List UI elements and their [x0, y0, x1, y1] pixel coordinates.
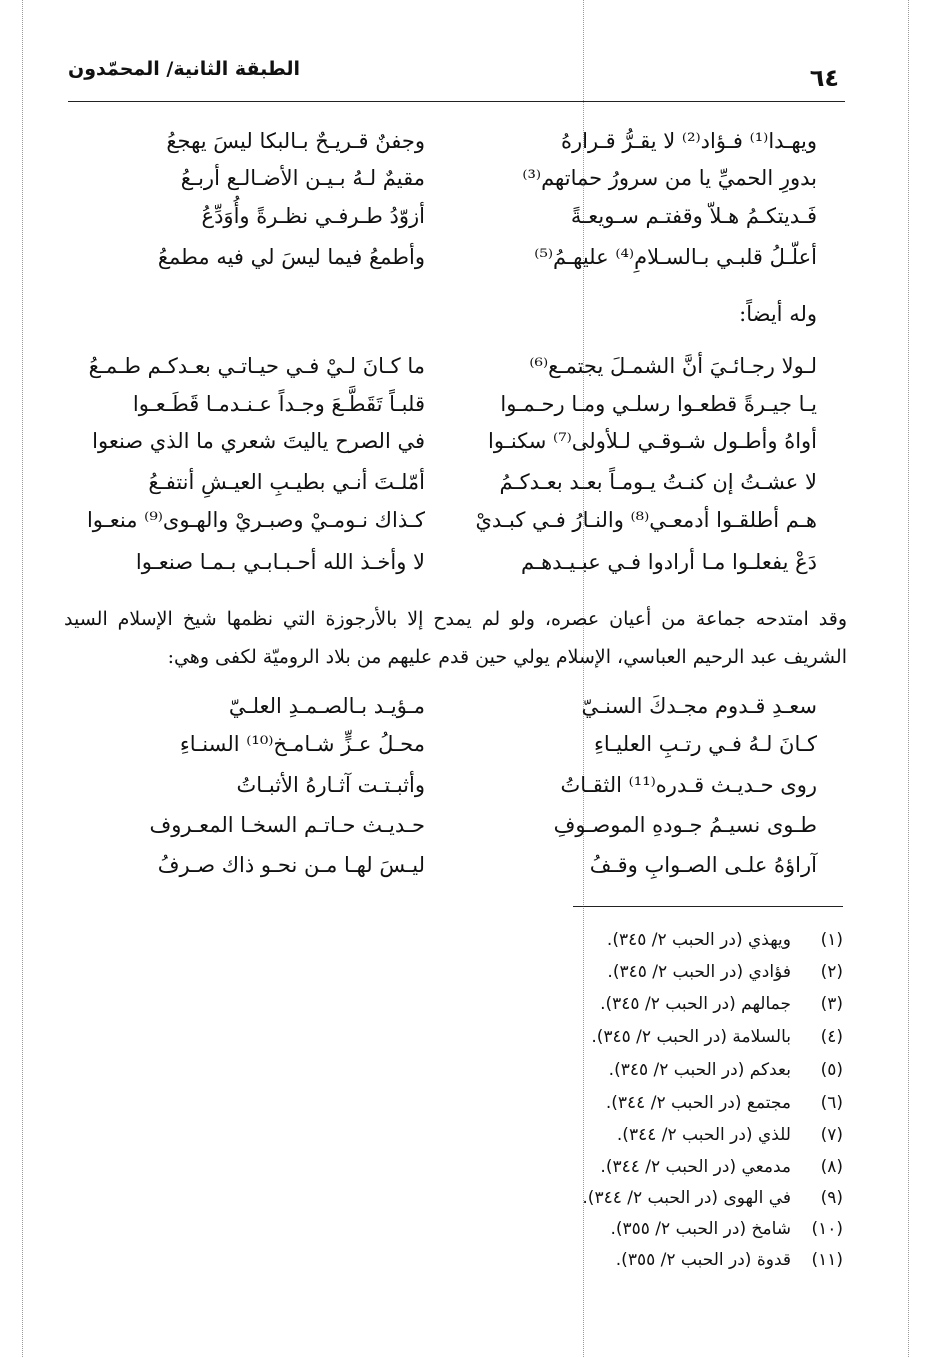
footnote	[607, 930, 843, 950]
header-rule	[68, 101, 845, 102]
scan-margin-line	[22, 0, 23, 1357]
page-number: ٦٤	[809, 64, 839, 92]
poem2-verse2-left: قلبـاً تَقَطَّـعَ وجـداً عـنـدمـا قَطَـعـوا	[132, 392, 425, 416]
poem3-verse2-right: كـانَ لـهُ فـي رتـبِ العليـاءِ	[593, 732, 817, 756]
poem2-verse4-right: لا عشـتُ إن كنـتُ يـومـاً بعـد بعـدكـمُ	[499, 470, 817, 494]
footnote-rule	[573, 906, 843, 907]
poem1-verse1-right: ويهـدا⁽¹⁾ فـؤاد⁽²⁾ لا يقـرُّ قـرارهُ	[560, 129, 817, 153]
footnote-number: (٩)	[820, 1188, 843, 1208]
scan-margin-line	[908, 0, 909, 1357]
footnote-text: شامخ (در الحبب ٢/ ٣٥٥).	[610, 1219, 791, 1239]
footnote	[617, 1125, 843, 1145]
poem3-verse1-right: سعـدِ قـدوم مجـدكَ السنـيّ	[581, 694, 817, 718]
footnote-number: (٥)	[820, 1060, 843, 1080]
footnote	[606, 1093, 843, 1113]
footnote-text: مدمعي (در الحبب ٢/ ٣٤٤).	[600, 1157, 791, 1177]
footnote	[591, 1027, 843, 1047]
poem3-verse5-left: ليـسَ لهـا مـن نحـو ذاك صـرفُ	[157, 853, 425, 877]
poem2-intro: وله أيضاً:	[739, 302, 817, 326]
footnote-text: جمالهم (در الحبب ٢/ ٣٤٥).	[600, 994, 791, 1014]
footnote	[609, 1060, 843, 1080]
footnote	[607, 962, 843, 982]
poem3-verse4-left: حـديـث حـاتـم السخـا المعـروف	[149, 813, 425, 837]
poem2-verse6-right: دَعْ يفعلـوا مـا أرادوا فـي عبـيـدهـم	[520, 550, 817, 574]
poem3-verse3-right: روى حـديـث قـدره⁽¹¹⁾ الثقـاتُ	[560, 773, 817, 797]
poem2-verse5-left: كـذاك نـومـيْ وصبـريْ والهـوى⁽⁹⁾ منعـوا	[86, 508, 425, 532]
footnote	[616, 1250, 843, 1270]
poem1-verse2-right: بدورِ الحميِّ يا من سرورُ حماتهم⁽³⁾	[522, 166, 817, 190]
footnote	[600, 994, 843, 1014]
poem3-verse3-left: وأثبـتـت آثـارهُ الأثبـاتُ	[236, 773, 425, 797]
poem2-verse1-right: لـولا رجـائـيَ أنَّ الشمـلَ يجتمـع⁽⁶⁾	[529, 354, 817, 378]
footnote-number: (٧)	[820, 1125, 843, 1145]
footnote-text: للذي (در الحبب ٢/ ٣٤٤).	[616, 1125, 791, 1145]
poem1-verse2-left: مقيمٌ لـهُ بـيـن الأضـالـع أربـعُ	[180, 166, 425, 190]
footnote-number: (٣)	[820, 994, 843, 1014]
footnote-text: بالسلامة (در الحبب ٢/ ٣٤٥).	[591, 1027, 791, 1047]
poem2-verse2-right: يـا جيـرةً قطعـوا رسلـي ومـا رحـمـوا	[500, 392, 817, 416]
footnote-text: قدوة (در الحبب ٢/ ٣٥٥).	[615, 1250, 791, 1270]
footnote-number: (١)	[820, 930, 843, 950]
poem1-verse4-right: أعلّـلُ قلبـي بـالسـلامِ⁽⁴⁾ عليهـمُ⁽⁵⁾	[534, 245, 817, 269]
poem1-verse4-left: وأطمعُ فيما ليسَ لي فيه مطمعُ	[157, 245, 425, 269]
poem3-verse5-right: آراؤهُ علـى الصـوابِ وقـفُ	[589, 853, 817, 877]
poem2-verse4-left: أمّلـتَ أنـي بطيـبِ العيـشِ أنتفـعُ	[148, 470, 425, 494]
poem2-verse3-left: في الصرح ياليتَ شعري ما الذي صنعوا	[92, 429, 425, 453]
poem2-verse3-right: أواهُ وأطـول شـوقـي لـلأولى⁽⁷⁾ سكنـوا	[488, 429, 817, 453]
poem3-verse4-right: طـوى نسيـمُ جـودهِ الموصـوفِ	[553, 813, 817, 837]
footnote-number: (٤)	[820, 1027, 843, 1047]
footnote-number: (٢)	[820, 962, 843, 982]
footnote-text: في الهوى (در الحبب ٢/ ٣٤٤).	[582, 1188, 791, 1208]
poem2-verse5-right: هـم أطلقـوا أدمعـي⁽⁸⁾ والنـارُ فـي كبـديْ	[475, 508, 817, 532]
footnote-number: (١٠)	[811, 1219, 843, 1239]
poem2-verse1-left: ما كـانَ لـيْ فـي حيـاتـي بعـدكـم طـمـعُ	[88, 354, 425, 378]
poem1-verse3-left: أزوّدُ طـرفـي نظـرةً وأُوَدِّعُ	[201, 204, 425, 228]
footnote-number: (١١)	[811, 1250, 843, 1270]
prose-paragraph: وقد امتدحه جماعة من أعيان عصره، ولو لم يمدح إلا بالأرجوزة التي نظمها شيخ الإسلام السيد الشريف عبد الرحيم العباسي، الإسلام يولي حين قدم عليهم من بلاد الروميّة لكفى وهي:	[64, 608, 847, 668]
footnote-text: مجتمع (در الحبب ٢/ ٣٤٤).	[605, 1093, 791, 1113]
footnote-text: ويهذي (در الحبب ٢/ ٣٤٥).	[606, 930, 791, 950]
poem1-verse1-left: وجفنٌ قـريـحٌ بـالبكا ليسَ يهجعُ	[166, 129, 425, 153]
footnote-number: (٨)	[820, 1157, 843, 1177]
footnote	[582, 1188, 843, 1208]
poem3-verse2-left: محـلُ عـزٍّ شـامـخ⁽¹⁰⁾ السنـاءِ	[179, 732, 425, 756]
poem1-verse3-right: فَـديتكـمُ هـلاّ وقفتـم سـويعـةً	[570, 204, 817, 228]
footnote-number: (٦)	[820, 1093, 843, 1113]
running-header-title: الطبقة الثانية/ المحمّدون	[68, 58, 301, 80]
footnote	[610, 1219, 843, 1239]
footnote-text: بعدكم (در الحبب ٢/ ٣٤٥).	[608, 1060, 791, 1080]
footnote	[600, 1157, 843, 1177]
poem3-verse1-left: مـؤيـد بـالصـمـدِ العلـيّ	[228, 694, 425, 718]
footnote-text: فؤادي (در الحبب ٢/ ٣٤٥).	[607, 962, 791, 982]
poem2-verse6-left: لا وأخـذ الله أحـبـابـي بـمـا صنعـوا	[135, 550, 425, 574]
